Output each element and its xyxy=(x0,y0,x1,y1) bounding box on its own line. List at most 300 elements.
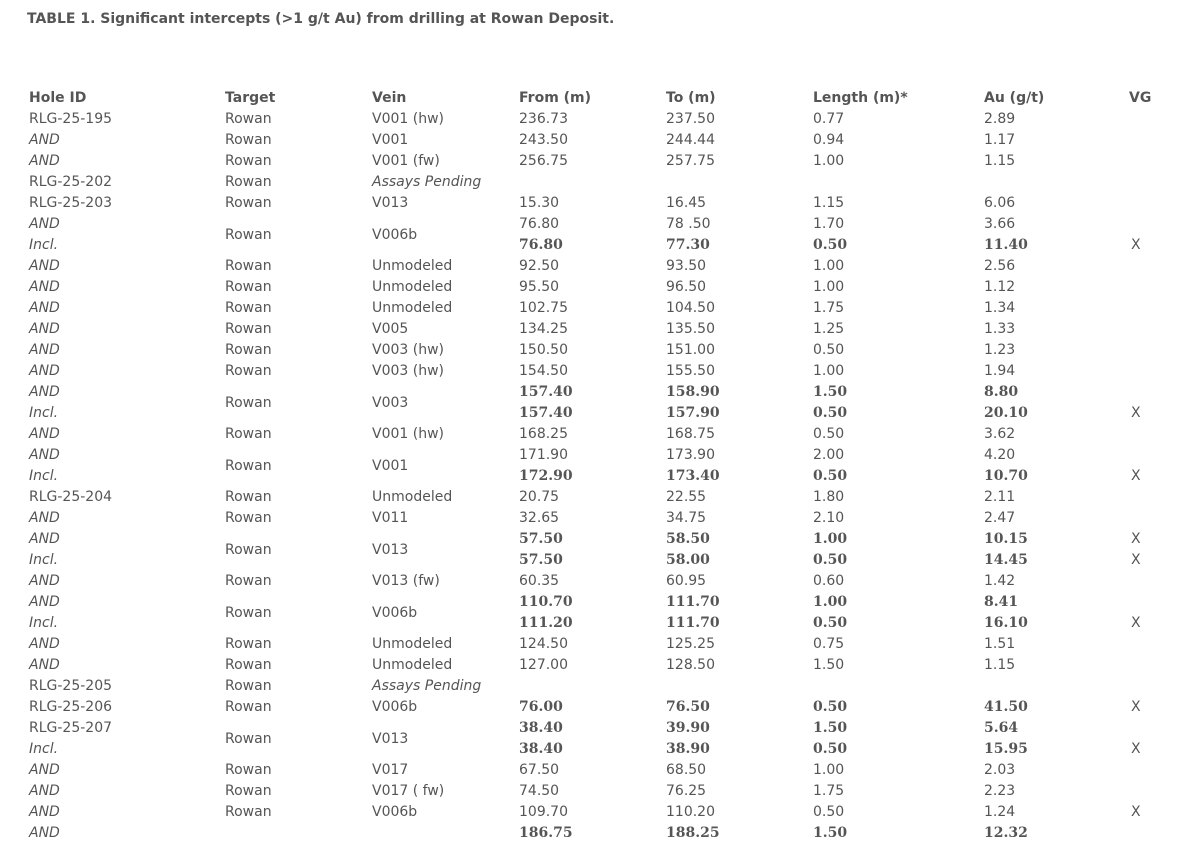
cell-au: 2.47 xyxy=(984,510,1016,526)
cell-to: 39.90 xyxy=(666,720,710,736)
cell-vg xyxy=(1127,298,1167,319)
cell-vg xyxy=(1127,487,1167,508)
cell-to xyxy=(664,172,811,193)
cell-target: Rowan xyxy=(225,636,272,652)
cell-from: 15.30 xyxy=(519,195,560,211)
cell-vein: V006b xyxy=(372,804,418,820)
cell-from: 157.40 xyxy=(519,384,573,400)
cell-vg xyxy=(1127,571,1167,592)
cell-to: 58.50 xyxy=(666,531,710,547)
cell-au: 1.34 xyxy=(984,300,1016,316)
cell-vg: X xyxy=(1131,468,1141,484)
cell-vein: V001 xyxy=(372,457,409,474)
cell-hole-id: Incl. xyxy=(29,237,59,253)
cell-length: 1.50 xyxy=(813,825,848,841)
cell-au: 1.33 xyxy=(984,321,1016,337)
cell-hole-id: AND xyxy=(29,426,60,442)
cell-au: 3.66 xyxy=(984,216,1016,232)
cell-from xyxy=(517,172,664,193)
cell-to: 38.90 xyxy=(666,741,710,757)
cell-length: 1.00 xyxy=(813,279,845,295)
cell-hole-id: AND xyxy=(29,258,60,274)
cell-from: 157.40 xyxy=(519,405,573,421)
table-row xyxy=(27,172,1167,193)
cell-length: 1.75 xyxy=(813,783,845,799)
cell-vg xyxy=(1127,214,1167,235)
cell-from: 76.00 xyxy=(519,699,563,715)
cell-vein: V001 (fw) xyxy=(372,153,440,169)
cell-au: 41.50 xyxy=(984,699,1028,715)
cell-from: 127.00 xyxy=(519,657,568,673)
header-vein: Vein xyxy=(372,89,407,106)
cell-to: 77.30 xyxy=(666,237,710,253)
cell-length: 0.50 xyxy=(813,342,845,358)
cell-au: 10.70 xyxy=(984,468,1028,484)
cell-length: 2.00 xyxy=(813,447,845,463)
cell-au xyxy=(982,172,1127,193)
cell-to xyxy=(664,676,811,697)
cell-length xyxy=(811,172,982,193)
cell-vg xyxy=(1127,340,1167,361)
table-row xyxy=(27,802,1167,823)
cell-target: Rowan xyxy=(225,321,272,337)
cell-hole-id: AND xyxy=(29,132,60,148)
cell-to: 128.50 xyxy=(666,657,715,673)
cell-vein: V017 xyxy=(372,762,409,778)
cell-hole-id: AND xyxy=(29,153,60,169)
cell-target: Rowan xyxy=(225,699,272,715)
cell-hole-id: AND xyxy=(29,447,60,463)
cell-vein: V003 (hw) xyxy=(372,363,444,379)
cell-from: 150.50 xyxy=(519,342,568,358)
cell-to: 76.50 xyxy=(666,699,710,715)
table-row xyxy=(27,277,1167,298)
cell-vg xyxy=(1127,676,1167,697)
cell-target: Rowan xyxy=(225,762,272,778)
cell-length: 0.94 xyxy=(813,132,845,148)
cell-au: 4.20 xyxy=(984,447,1016,463)
cell-au xyxy=(982,676,1127,697)
cell-vg: X xyxy=(1131,531,1141,547)
cell-target: Rowan xyxy=(225,678,272,694)
cell-to: 58.00 xyxy=(666,552,710,568)
cell-to: 22.55 xyxy=(666,489,707,505)
cell-hole-id: Incl. xyxy=(29,615,59,631)
cell-from: 20.75 xyxy=(519,489,560,505)
cell-from: 186.75 xyxy=(519,825,573,841)
table-row xyxy=(27,592,1167,613)
table-row xyxy=(27,403,1167,424)
cell-to: 76.25 xyxy=(666,783,707,799)
cell-length: 0.60 xyxy=(813,573,845,589)
table-row xyxy=(27,130,1167,151)
cell-from: 134.25 xyxy=(519,321,568,337)
cell-hole-id: RLG-25-205 xyxy=(29,678,113,694)
cell-from: 172.90 xyxy=(519,468,573,484)
cell-target: Rowan xyxy=(225,226,272,243)
cell-vg xyxy=(1127,445,1167,466)
cell-au: 8.80 xyxy=(984,384,1019,400)
cell-hole-id: AND xyxy=(29,657,60,673)
cell-au: 1.23 xyxy=(984,342,1016,358)
cell-length: 0.50 xyxy=(813,741,848,757)
cell-vg xyxy=(1127,193,1167,214)
cell-length: 1.25 xyxy=(813,321,845,337)
cell-vg: X xyxy=(1131,804,1141,820)
cell-target: Rowan xyxy=(225,541,272,558)
cell-to: 188.25 xyxy=(666,825,720,841)
cell-vein: Unmodeled xyxy=(372,636,453,652)
cell-hole-id: AND xyxy=(29,594,60,610)
cell-length: 0.50 xyxy=(813,615,848,631)
cell-vein: Assays Pending xyxy=(372,174,482,190)
cell-vein: V001 (hw) xyxy=(372,426,444,442)
cell-au: 1.15 xyxy=(984,153,1016,169)
cell-hole-id: AND xyxy=(29,783,60,799)
cell-length: 0.50 xyxy=(813,804,845,820)
cell-length: 1.50 xyxy=(813,720,848,736)
table-row xyxy=(27,193,1167,214)
table-row xyxy=(27,487,1167,508)
table-row xyxy=(27,760,1167,781)
cell-target: Rowan xyxy=(225,300,272,316)
header-target: Target xyxy=(225,89,276,106)
cell-length: 1.50 xyxy=(813,657,845,673)
cell-vein xyxy=(370,823,517,844)
cell-target: Rowan xyxy=(225,153,272,169)
cell-vein: V005 xyxy=(372,321,409,337)
cell-length: 0.50 xyxy=(813,552,848,568)
cell-au: 20.10 xyxy=(984,405,1028,421)
cell-vein: V003 xyxy=(372,394,409,411)
cell-target: Rowan xyxy=(225,573,272,589)
table-row xyxy=(27,256,1167,277)
cell-target: Rowan xyxy=(225,804,272,820)
cell-au: 16.10 xyxy=(984,615,1028,631)
cell-hole-id: AND xyxy=(29,531,60,547)
cell-to: 111.70 xyxy=(666,615,720,631)
cell-target: Rowan xyxy=(225,279,272,295)
cell-from: 154.50 xyxy=(519,363,568,379)
table-row xyxy=(27,571,1167,592)
cell-length: 1.00 xyxy=(813,762,845,778)
cell-vg: X xyxy=(1131,741,1141,757)
cell-from: 38.40 xyxy=(519,720,563,736)
cell-to: 16.45 xyxy=(666,195,707,211)
table-body xyxy=(27,109,1167,844)
table-row xyxy=(27,151,1167,172)
cell-vg xyxy=(1127,319,1167,340)
cell-length: 1.00 xyxy=(813,153,845,169)
cell-length: 1.00 xyxy=(813,594,848,610)
cell-au: 10.15 xyxy=(984,531,1028,547)
cell-hole-id: AND xyxy=(29,342,60,358)
cell-target: Rowan xyxy=(225,510,272,526)
cell-to: 237.50 xyxy=(666,111,715,127)
cell-to: 111.70 xyxy=(666,594,720,610)
cell-target: Rowan xyxy=(225,657,272,673)
cell-hole-id: RLG-25-206 xyxy=(29,699,113,715)
cell-length: 0.50 xyxy=(813,405,848,421)
cell-vein: V003 (hw) xyxy=(372,342,444,358)
cell-from: 76.80 xyxy=(519,237,563,253)
cell-length: 1.70 xyxy=(813,216,845,232)
cell-au: 1.51 xyxy=(984,636,1016,652)
table-row xyxy=(27,235,1167,256)
cell-hole-id: AND xyxy=(29,804,60,820)
cell-target: Rowan xyxy=(225,783,272,799)
cell-au: 1.12 xyxy=(984,279,1016,295)
cell-vein: V013 xyxy=(372,730,409,747)
cell-hole-id: AND xyxy=(29,321,60,337)
cell-hole-id: Incl. xyxy=(29,468,59,484)
cell-length: 0.50 xyxy=(813,699,848,715)
cell-hole-id: RLG-25-202 xyxy=(29,174,113,190)
cell-from: 256.75 xyxy=(519,153,568,169)
cell-length: 1.15 xyxy=(813,195,845,211)
table-row xyxy=(27,718,1167,739)
cell-target: Rowan xyxy=(225,132,272,148)
cell-hole-id: AND xyxy=(29,300,60,316)
cell-target: Rowan xyxy=(225,730,272,747)
cell-target: Rowan xyxy=(225,394,272,411)
cell-to: 244.44 xyxy=(666,132,715,148)
cell-au: 1.24 xyxy=(984,804,1016,820)
cell-vg xyxy=(1127,130,1167,151)
cell-hole-id: RLG-25-203 xyxy=(29,195,113,211)
cell-from: 168.25 xyxy=(519,426,568,442)
cell-vg xyxy=(1127,361,1167,382)
table-row xyxy=(27,424,1167,445)
cell-from: 124.50 xyxy=(519,636,568,652)
cell-length: 0.50 xyxy=(813,426,845,442)
cell-hole-id: RLG-25-207 xyxy=(29,720,113,736)
table-row xyxy=(27,298,1167,319)
cell-au: 8.41 xyxy=(984,594,1019,610)
cell-from: 32.65 xyxy=(519,510,560,526)
cell-from: 109.70 xyxy=(519,804,568,820)
cell-hole-id: AND xyxy=(29,279,60,295)
cell-length: 0.50 xyxy=(813,237,848,253)
cell-length: 1.75 xyxy=(813,300,845,316)
table-row xyxy=(27,613,1167,634)
cell-vein: V017 ( fw) xyxy=(372,783,445,799)
cell-target: Rowan xyxy=(225,604,272,621)
cell-hole-id: AND xyxy=(29,216,60,232)
cell-au: 3.62 xyxy=(984,426,1016,442)
cell-au: 15.95 xyxy=(984,741,1028,757)
cell-to: 173.90 xyxy=(666,447,715,463)
cell-length: 2.10 xyxy=(813,510,845,526)
cell-au: 14.45 xyxy=(984,552,1028,568)
cell-vein: V006b xyxy=(372,226,418,243)
cell-from: 74.50 xyxy=(519,783,560,799)
cell-length: 1.00 xyxy=(813,531,848,547)
cell-hole-id: AND xyxy=(29,384,60,400)
cell-to: 155.50 xyxy=(666,363,715,379)
cell-from xyxy=(517,676,664,697)
table-row xyxy=(27,823,1167,844)
cell-vein: V013 xyxy=(372,541,409,558)
cell-vg xyxy=(1127,655,1167,676)
cell-from: 67.50 xyxy=(519,762,560,778)
cell-hole-id: AND xyxy=(29,573,60,589)
cell-length: 0.77 xyxy=(813,111,845,127)
cell-vein: Unmodeled xyxy=(372,258,453,274)
table-title: TABLE 1. Significant intercepts (>1 g/t Au) from drilling at Rowan Deposit. xyxy=(27,11,615,27)
cell-to: 96.50 xyxy=(666,279,707,295)
table-row xyxy=(27,676,1167,697)
cell-from: 243.50 xyxy=(519,132,568,148)
cell-to: 168.75 xyxy=(666,426,715,442)
cell-target: Rowan xyxy=(225,457,272,474)
cell-vg: X xyxy=(1131,552,1141,568)
cell-au: 2.23 xyxy=(984,783,1016,799)
cell-to: 68.50 xyxy=(666,762,707,778)
cell-vein: Unmodeled xyxy=(372,300,453,316)
cell-hole-id: RLG-25-204 xyxy=(29,489,113,505)
cell-to: 158.90 xyxy=(666,384,720,400)
cell-to: 135.50 xyxy=(666,321,715,337)
table-row xyxy=(27,529,1167,550)
cell-from: 102.75 xyxy=(519,300,568,316)
table-row xyxy=(27,550,1167,571)
cell-length: 0.50 xyxy=(813,468,848,484)
cell-from: 92.50 xyxy=(519,258,560,274)
table-row xyxy=(27,739,1167,760)
cell-vein: Assays Pending xyxy=(372,678,482,694)
cell-vein: V013 (fw) xyxy=(372,573,440,589)
table-row xyxy=(27,781,1167,802)
cell-hole-id: AND xyxy=(29,762,60,778)
table-row xyxy=(27,109,1167,130)
cell-vg xyxy=(1127,109,1167,130)
cell-vg xyxy=(1127,277,1167,298)
cell-vg xyxy=(1127,508,1167,529)
cell-hole-id: AND xyxy=(29,510,60,526)
table-row xyxy=(27,361,1167,382)
table-row xyxy=(27,508,1167,529)
cell-to: 78 .50 xyxy=(666,216,711,232)
cell-target xyxy=(223,823,370,844)
cell-target: Rowan xyxy=(225,111,272,127)
cell-hole-id: AND xyxy=(29,825,60,841)
header-from: From (m) xyxy=(519,89,592,106)
cell-to: 104.50 xyxy=(666,300,715,316)
cell-length: 0.75 xyxy=(813,636,845,652)
cell-au: 2.11 xyxy=(984,489,1016,505)
cell-au: 11.40 xyxy=(984,237,1028,253)
cell-hole-id: AND xyxy=(29,636,60,652)
cell-target: Rowan xyxy=(225,426,272,442)
cell-to: 34.75 xyxy=(666,510,707,526)
header-hole-id: Hole ID xyxy=(29,89,87,106)
cell-length: 1.00 xyxy=(813,258,845,274)
cell-au: 2.56 xyxy=(984,258,1016,274)
cell-hole-id: Incl. xyxy=(29,405,59,421)
cell-length: 1.80 xyxy=(813,489,845,505)
cell-to: 257.75 xyxy=(666,153,715,169)
table-row xyxy=(27,445,1167,466)
cell-au: 1.94 xyxy=(984,363,1016,379)
cell-vg: X xyxy=(1131,405,1141,421)
cell-to: 60.95 xyxy=(666,573,707,589)
table-row xyxy=(27,214,1167,235)
cell-vg xyxy=(1127,592,1167,613)
cell-au: 1.42 xyxy=(984,573,1016,589)
table-row xyxy=(27,655,1167,676)
cell-to: 157.90 xyxy=(666,405,720,421)
table-row xyxy=(27,466,1167,487)
cell-au: 12.32 xyxy=(984,825,1028,841)
cell-from: 57.50 xyxy=(519,552,563,568)
cell-vg xyxy=(1127,424,1167,445)
cell-au: 2.03 xyxy=(984,762,1016,778)
cell-from: 236.73 xyxy=(519,111,568,127)
cell-length: 1.50 xyxy=(813,384,848,400)
cell-au: 2.89 xyxy=(984,111,1016,127)
cell-from: 111.20 xyxy=(519,615,573,631)
cell-vein: V001 xyxy=(372,132,409,148)
table-row xyxy=(27,634,1167,655)
cell-vg xyxy=(1127,718,1167,739)
header-vg: VG xyxy=(1129,89,1152,106)
cell-from: 38.40 xyxy=(519,741,563,757)
cell-vein: Unmodeled xyxy=(372,489,453,505)
table-row xyxy=(27,382,1167,403)
table-header-row xyxy=(27,87,1167,109)
cell-vein: V011 xyxy=(372,510,409,526)
cell-vein: V013 xyxy=(372,195,409,211)
cell-to: 125.25 xyxy=(666,636,715,652)
cell-vg xyxy=(1127,634,1167,655)
cell-target: Rowan xyxy=(225,258,272,274)
cell-from: 57.50 xyxy=(519,531,563,547)
cell-from: 60.35 xyxy=(519,573,560,589)
header-to: To (m) xyxy=(666,89,716,106)
table-row xyxy=(27,319,1167,340)
cell-vein: V006b xyxy=(372,699,418,715)
cell-from: 95.50 xyxy=(519,279,560,295)
cell-vg: X xyxy=(1131,237,1141,253)
cell-vg: X xyxy=(1131,615,1141,631)
cell-hole-id: AND xyxy=(29,363,60,379)
cell-target: Rowan xyxy=(225,195,272,211)
table-row xyxy=(27,697,1167,718)
cell-au: 1.15 xyxy=(984,657,1016,673)
cell-vg: X xyxy=(1131,699,1141,715)
header-au: Au (g/t) xyxy=(984,89,1045,106)
cell-vein: V006b xyxy=(372,604,418,621)
cell-target: Rowan xyxy=(225,174,272,190)
table-row xyxy=(27,340,1167,361)
cell-vein: V001 (hw) xyxy=(372,111,444,127)
cell-from: 110.70 xyxy=(519,594,573,610)
cell-vg xyxy=(1127,256,1167,277)
cell-hole-id: Incl. xyxy=(29,741,59,757)
cell-vein: Unmodeled xyxy=(372,279,453,295)
header-length: Length (m)* xyxy=(813,89,908,106)
cell-hole-id: RLG-25-195 xyxy=(29,111,113,127)
cell-au: 6.06 xyxy=(984,195,1016,211)
cell-length: 1.00 xyxy=(813,363,845,379)
cell-from: 76.80 xyxy=(519,216,560,232)
cell-target: Rowan xyxy=(225,489,272,505)
cell-vg xyxy=(1127,382,1167,403)
cell-to: 110.20 xyxy=(666,804,715,820)
cell-to: 173.40 xyxy=(666,468,720,484)
cell-vg xyxy=(1127,172,1167,193)
